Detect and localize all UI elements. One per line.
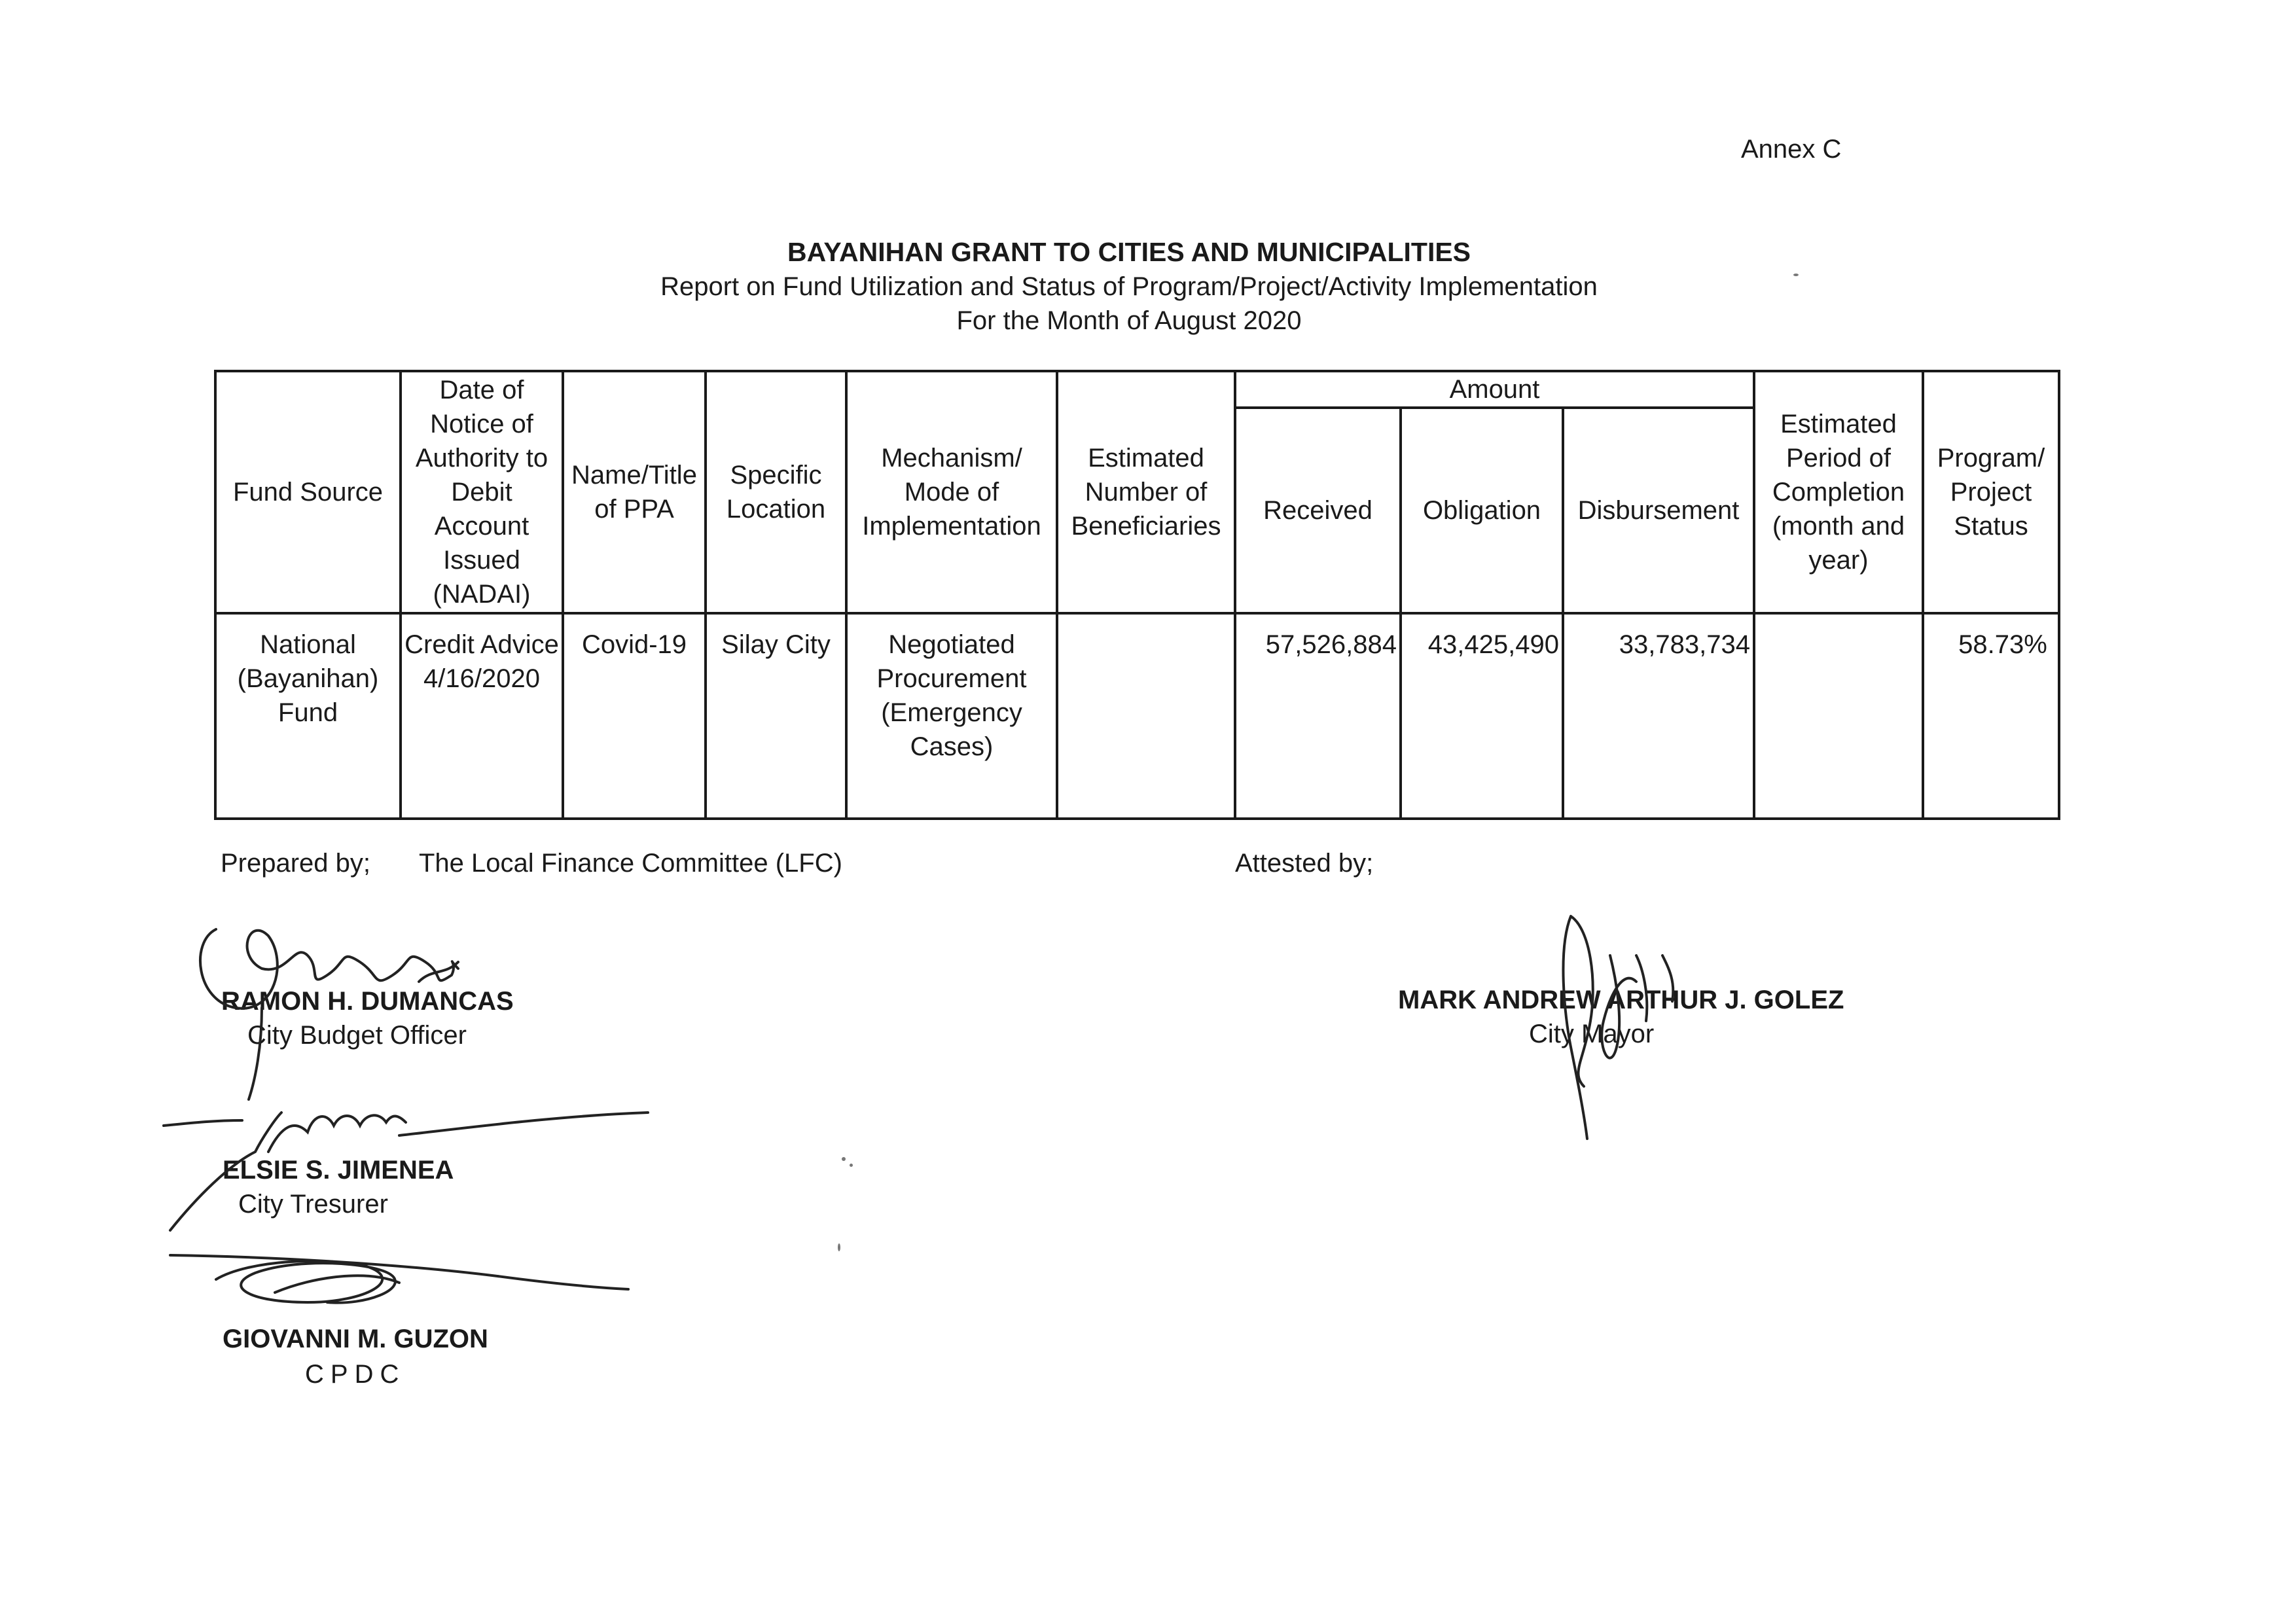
paper-speck [838, 1243, 840, 1251]
signatory-position-cpdc: CPDC [305, 1360, 406, 1389]
mayor-name: MARK ANDREW ARTHUR J. GOLEZ [1398, 986, 1844, 1014]
signatory-name-treasurer: ELSIE S. JIMENEA [223, 1156, 454, 1185]
document-title: BAYANIHAN GRANT TO CITIES AND MUNICIPALITIES [787, 237, 1471, 267]
cell-received: 57,526,884 [1235, 613, 1401, 819]
signatory-name-cpdc: GIOVANNI M. GUZON [223, 1325, 488, 1353]
signature-cpdc [170, 1255, 628, 1303]
prepared-by-label: Prepared by; [221, 849, 371, 878]
paper-speck [842, 1157, 846, 1161]
table-row [215, 613, 2059, 819]
cell-obligation: 43,425,490 [1401, 613, 1563, 819]
header-obligation: Obligation [1401, 408, 1563, 613]
cell-status: 58.73% [1923, 613, 2059, 819]
fund-utilization-table [214, 370, 2060, 820]
mayor-position: City Mayor [1529, 1020, 1655, 1048]
header-completion: Estimated Period of Completion (month and year) [1754, 371, 1923, 613]
header-disbursement: Disbursement [1563, 408, 1754, 613]
header-status: Program/ Project Status [1923, 371, 2059, 613]
table-header-row [215, 371, 2059, 408]
cell-fund-source: National (Bayanihan) Fund [215, 613, 401, 819]
paper-speck [850, 1164, 853, 1167]
document-subtitle: Report on Fund Utilization and Status of Program/Project/Activity Implementation [660, 272, 1598, 301]
cell-mechanism: Negotiated Procurement (Emergency Cases) [846, 613, 1057, 819]
prepared-by-value: The Local Finance Committee (LFC) [419, 849, 842, 878]
header-mechanism: Mechanism/ Mode of Implementation [846, 371, 1057, 613]
cell-completion [1754, 613, 1923, 819]
header-received: Received [1235, 408, 1401, 613]
cell-date-nadai: Credit Advice 4/16/2020 [401, 613, 563, 819]
header-amount: Amount [1235, 371, 1754, 408]
header-location: Specific Location [706, 371, 846, 613]
cell-beneficiaries [1057, 613, 1235, 819]
signatory-position-treasurer: City Tresurer [238, 1190, 388, 1219]
header-date-nadai: Date of Notice of Authority to Debit Account Issued (NADAI) [401, 371, 563, 613]
signatory-position-budget-officer: City Budget Officer [247, 1021, 467, 1050]
header-beneficiaries: Estimated Number of Beneficiaries [1057, 371, 1235, 613]
cell-name-ppa: Covid-19 [563, 613, 706, 819]
report-period: For the Month of August 2020 [956, 306, 1302, 335]
annex-label: Annex C [1741, 135, 1842, 164]
signatory-name-budget-officer: RAMON H. DUMANCAS [221, 987, 514, 1016]
paper-speck [1793, 274, 1799, 276]
cell-disbursement: 33,783,734 [1563, 613, 1754, 819]
cell-location: Silay City [706, 613, 846, 819]
attested-by-label: Attested by; [1235, 849, 1374, 878]
header-fund-source: Fund Source [215, 371, 401, 613]
header-name-ppa: Name/Title of PPA [563, 371, 706, 613]
